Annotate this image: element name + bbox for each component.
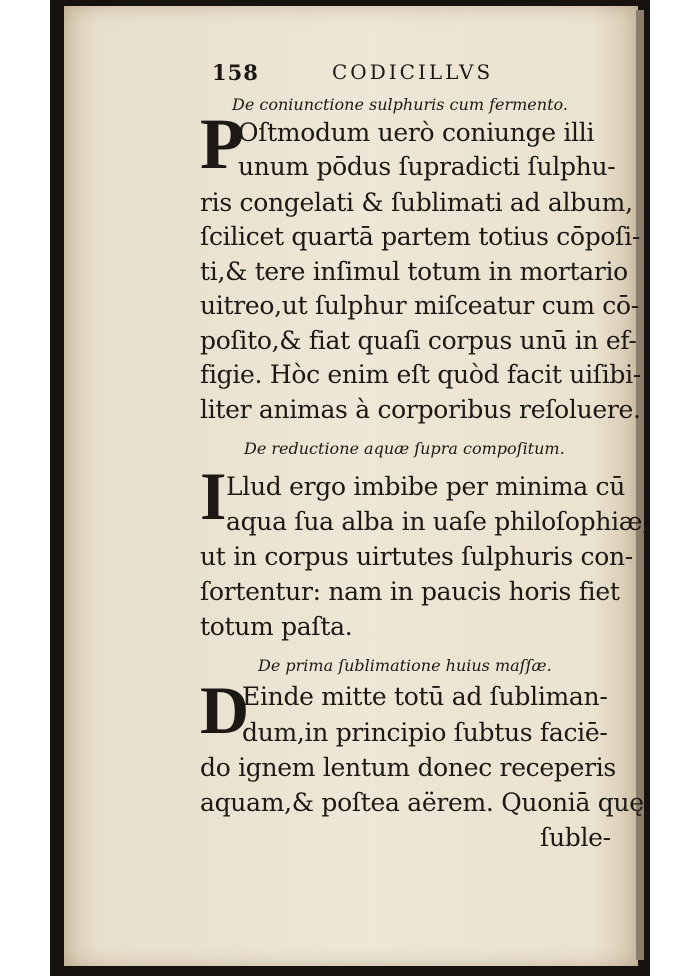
text-line: ſortentur: nam in paucis horis fiet [200, 577, 620, 606]
text-line: Oſtmodum uerò coniunge illi [238, 118, 595, 147]
text-line: totum paſta. [200, 612, 353, 641]
text-line: aqua ſua alba in uaſe philoſophiæ, [226, 507, 650, 536]
text-line: Llud ergo imbibe per minima cū [226, 472, 625, 501]
text-line: ris congelati & ſublimati ad album, [200, 188, 633, 217]
text-line: dum,in principio ſubtus faciē- [242, 718, 608, 747]
initial-letter: D [200, 672, 250, 748]
text-line: uitreo,ut ſulphur miſceatur cum cō- [200, 291, 639, 320]
initial-letter: I [200, 458, 227, 534]
catchword: ſuble- [540, 823, 611, 852]
text-line: poſito,& fiat quaſi corpus unū in ef- [200, 326, 637, 355]
text-line: ti,& tere inſimul totum in mortario [200, 257, 628, 286]
text-line: do ignem lentum donec receperis [200, 753, 616, 782]
section-heading: De reductione aquæ ſupra compoſitum. [244, 439, 565, 458]
text-line: Einde mitte totū ad ſubliman- [242, 682, 608, 711]
section-heading: De coniunctione sulphuris cum fermento. [232, 95, 568, 114]
initial-letter: P [200, 104, 244, 184]
text-line: ſcilicet quartā partem totius cōpoſi- [200, 222, 640, 251]
page-header [212, 60, 612, 90]
text-line: unum pōdus ſupradicti ſulphu- [238, 152, 616, 181]
text-line: aquam,& poſtea aërem. Quoniā quę [200, 788, 644, 817]
running-head: CODICILLVS [332, 60, 494, 84]
text-line: ut in corpus uirtutes ſulphuris con- [200, 542, 633, 571]
section-heading: De prima ſublimatione huius maſſæ. [258, 656, 552, 675]
page-number: 158 [212, 60, 259, 85]
text-line: figie. Hòc enim eſt quòd facit uiſibi- [200, 360, 641, 389]
text-line: liter animas à corporibus reſoluere. [200, 395, 641, 424]
